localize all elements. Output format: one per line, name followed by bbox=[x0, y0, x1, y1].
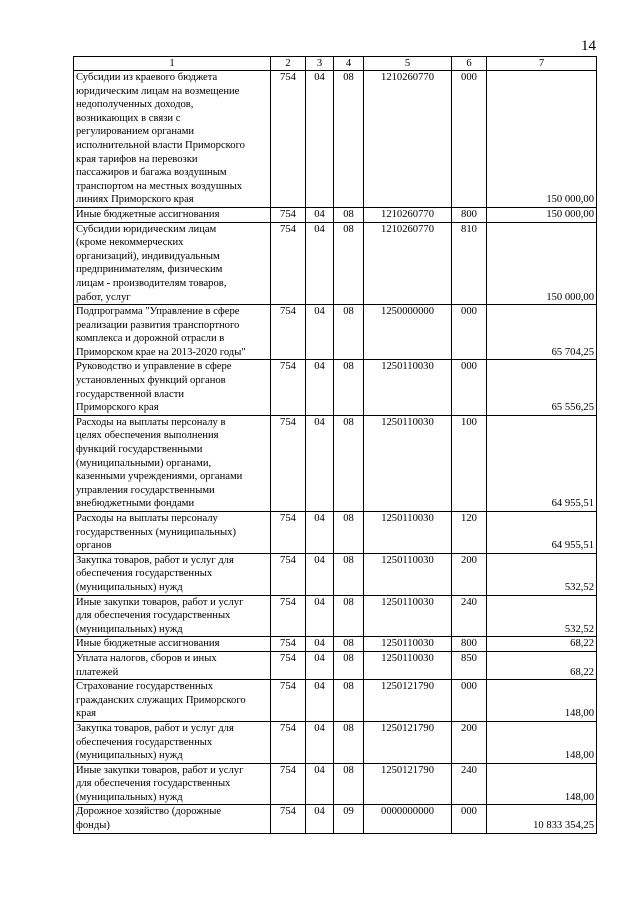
code-target-cell: 1250110030 bbox=[364, 595, 452, 637]
code-target-cell: 1250121790 bbox=[364, 680, 452, 722]
row-name-text: Субсидии из краевого бюджета юридическим лицам на возмещение недополученных доходов, возникающих в связи с регулированием органами исполнительной власти Приморского края тарифов на перевозки пассажиров и багажа воздушным транспортом на местных воздушных линиях Приморского края bbox=[76, 72, 245, 206]
row-name-cell bbox=[74, 305, 271, 360]
code-section-cell: 04 bbox=[306, 805, 334, 833]
code-target-cell: 1250121790 bbox=[364, 721, 452, 763]
code-ministry-cell: 754 bbox=[271, 71, 306, 208]
amount-cell: 64 955,51 bbox=[487, 512, 597, 554]
code-subsection-cell: 08 bbox=[334, 651, 364, 679]
table-row bbox=[74, 222, 597, 305]
row-name-cell bbox=[74, 207, 271, 222]
code-target-cell: 1250110030 bbox=[364, 553, 452, 595]
code-ministry-cell: 754 bbox=[271, 222, 306, 305]
header-cell: 7 bbox=[487, 57, 597, 71]
code-section-cell: 04 bbox=[306, 651, 334, 679]
code-expense-type-cell: 120 bbox=[452, 512, 487, 554]
header-cell: 2 bbox=[271, 57, 306, 71]
code-target-cell: 1210260770 bbox=[364, 222, 452, 305]
header-cell: 6 bbox=[452, 57, 487, 71]
amount-cell: 64 955,51 bbox=[487, 415, 597, 511]
row-name-text: Закупка товаров, работ и услуг для обеспечения государственных (муниципальных) нужд bbox=[76, 554, 234, 593]
code-subsection-cell: 09 bbox=[334, 805, 364, 833]
amount-cell: 148,00 bbox=[487, 680, 597, 722]
code-expense-type-cell: 000 bbox=[452, 680, 487, 722]
code-section-cell: 04 bbox=[306, 305, 334, 360]
table-row bbox=[74, 360, 597, 415]
code-expense-type-cell: 200 bbox=[452, 553, 487, 595]
code-subsection-cell: 08 bbox=[334, 595, 364, 637]
amount-cell: 68,22 bbox=[487, 637, 597, 652]
code-subsection-cell: 08 bbox=[334, 222, 364, 305]
table-row bbox=[74, 305, 597, 360]
code-target-cell: 1210260770 bbox=[364, 207, 452, 222]
code-target-cell: 1250000000 bbox=[364, 305, 452, 360]
page-number: 14 bbox=[581, 38, 596, 54]
code-ministry-cell: 754 bbox=[271, 207, 306, 222]
code-subsection-cell: 08 bbox=[334, 71, 364, 208]
code-section-cell: 04 bbox=[306, 71, 334, 208]
code-ministry-cell: 754 bbox=[271, 512, 306, 554]
row-name-cell bbox=[74, 637, 271, 652]
code-subsection-cell: 08 bbox=[334, 207, 364, 222]
row-name-text: Закупка товаров, работ и услуг для обеспечения государственных (муниципальных) нужд bbox=[76, 722, 234, 762]
row-name-cell bbox=[74, 763, 271, 805]
code-ministry-cell: 754 bbox=[271, 651, 306, 679]
code-target-cell: 1250110030 bbox=[364, 415, 452, 511]
code-ministry-cell: 754 bbox=[271, 680, 306, 722]
amount-cell: 148,00 bbox=[487, 763, 597, 805]
amount-cell: 150 000,00 bbox=[487, 207, 597, 222]
code-subsection-cell: 08 bbox=[334, 680, 364, 722]
code-expense-type-cell: 240 bbox=[452, 763, 487, 805]
code-expense-type-cell: 200 bbox=[452, 721, 487, 763]
amount-cell: 532,52 bbox=[487, 595, 597, 637]
code-section-cell: 04 bbox=[306, 512, 334, 554]
code-section-cell: 04 bbox=[306, 207, 334, 222]
code-ministry-cell: 754 bbox=[271, 360, 306, 415]
code-section-cell: 04 bbox=[306, 222, 334, 305]
code-expense-type-cell: 000 bbox=[452, 71, 487, 208]
header-cell: 1 bbox=[74, 57, 271, 71]
code-ministry-cell: 754 bbox=[271, 805, 306, 833]
code-target-cell: 1250110030 bbox=[364, 637, 452, 652]
code-subsection-cell: 08 bbox=[334, 512, 364, 554]
row-name-cell bbox=[74, 721, 271, 763]
code-section-cell: 04 bbox=[306, 637, 334, 652]
amount-cell: 148,00 bbox=[487, 721, 597, 763]
row-name-text: Страхование государственных гражданских служащих Приморского края bbox=[76, 681, 246, 720]
code-target-cell: 0000000000 bbox=[364, 805, 452, 833]
code-subsection-cell: 08 bbox=[334, 721, 364, 763]
table-row bbox=[74, 71, 597, 208]
code-subsection-cell: 08 bbox=[334, 415, 364, 511]
row-name-text: Субсидии юридическим лицам (кроме некоммерческих организаций), индивидуальным предпринимателям, физическим лицам - производителям товаров, работ, услуг bbox=[76, 223, 227, 303]
code-expense-type-cell: 810 bbox=[452, 222, 487, 305]
code-section-cell: 04 bbox=[306, 763, 334, 805]
table-row bbox=[74, 805, 597, 833]
code-subsection-cell: 08 bbox=[334, 763, 364, 805]
code-section-cell: 04 bbox=[306, 360, 334, 415]
table-row bbox=[74, 721, 597, 763]
amount-cell: 65 704,25 bbox=[487, 305, 597, 360]
table-row bbox=[74, 595, 597, 637]
code-expense-type-cell: 240 bbox=[452, 595, 487, 637]
row-name-text: Расходы на выплаты персоналу в целях обеспечения выполнения функций государственными (муниципальными) органами, казенными учреждениями, органами управления государственными внебюджетными фондами bbox=[76, 416, 243, 510]
row-name-cell bbox=[74, 71, 271, 208]
code-subsection-cell: 08 bbox=[334, 360, 364, 415]
code-expense-type-cell: 100 bbox=[452, 415, 487, 511]
code-expense-type-cell: 800 bbox=[452, 207, 487, 222]
amount-cell: 68,22 bbox=[487, 651, 597, 679]
code-target-cell: 1250110030 bbox=[364, 651, 452, 679]
code-expense-type-cell: 000 bbox=[452, 305, 487, 360]
code-target-cell: 1250110030 bbox=[364, 512, 452, 554]
code-ministry-cell: 754 bbox=[271, 305, 306, 360]
code-section-cell: 04 bbox=[306, 721, 334, 763]
row-name-cell bbox=[74, 360, 271, 415]
row-name-cell bbox=[74, 415, 271, 511]
code-expense-type-cell: 850 bbox=[452, 651, 487, 679]
code-expense-type-cell: 800 bbox=[452, 637, 487, 652]
code-ministry-cell: 754 bbox=[271, 553, 306, 595]
code-ministry-cell: 754 bbox=[271, 721, 306, 763]
row-name-cell bbox=[74, 553, 271, 595]
row-name-cell bbox=[74, 680, 271, 722]
row-name-text: Расходы на выплаты персоналу государственных (муниципальных) органов bbox=[76, 513, 236, 552]
table-row bbox=[74, 651, 597, 679]
table-row bbox=[74, 680, 597, 722]
row-name-cell bbox=[74, 222, 271, 305]
amount-cell: 532,52 bbox=[487, 553, 597, 595]
amount-cell: 150 000,00 bbox=[487, 222, 597, 305]
amount-cell: 65 556,25 bbox=[487, 360, 597, 415]
code-ministry-cell: 754 bbox=[271, 595, 306, 637]
row-name-cell bbox=[74, 595, 271, 637]
table-row bbox=[74, 415, 597, 511]
row-name-text: Иные бюджетные ассигнования bbox=[76, 208, 220, 220]
row-name-cell bbox=[74, 651, 271, 679]
code-subsection-cell: 08 bbox=[334, 553, 364, 595]
table-row bbox=[74, 512, 597, 554]
code-section-cell: 04 bbox=[306, 415, 334, 511]
table-row bbox=[74, 763, 597, 805]
row-name-text: Уплата налогов, сборов и иных платежей bbox=[76, 652, 217, 678]
code-expense-type-cell: 000 bbox=[452, 360, 487, 415]
row-name-text: Иные закупки товаров, работ и услуг для обеспечения государственных (муниципальных) нужд bbox=[76, 596, 244, 635]
code-subsection-cell: 08 bbox=[334, 637, 364, 652]
header-cell: 4 bbox=[334, 57, 364, 71]
row-name-cell bbox=[74, 805, 271, 833]
row-name-text: Иные бюджетные ассигнования bbox=[76, 638, 220, 650]
row-name-cell bbox=[74, 512, 271, 554]
code-expense-type-cell: 000 bbox=[452, 805, 487, 833]
table-row bbox=[74, 207, 597, 222]
table-row bbox=[74, 637, 597, 652]
code-ministry-cell: 754 bbox=[271, 763, 306, 805]
row-name-text: Дорожное хозяйство (дорожные фонды) bbox=[76, 806, 222, 832]
code-section-cell: 04 bbox=[306, 680, 334, 722]
code-subsection-cell: 08 bbox=[334, 305, 364, 360]
table-row bbox=[74, 553, 597, 595]
code-target-cell: 1210260770 bbox=[364, 71, 452, 208]
code-target-cell: 1250110030 bbox=[364, 360, 452, 415]
header-cell: 5 bbox=[364, 57, 452, 71]
code-target-cell: 1250121790 bbox=[364, 763, 452, 805]
code-section-cell: 04 bbox=[306, 595, 334, 637]
code-ministry-cell: 754 bbox=[271, 415, 306, 511]
row-name-text: Иные закупки товаров, работ и услуг для обеспечения государственных (муниципальных) нужд bbox=[76, 764, 244, 803]
amount-cell: 150 000,00 bbox=[487, 71, 597, 208]
amount-cell: 10 833 354,25 bbox=[487, 805, 597, 833]
header-row bbox=[74, 57, 597, 71]
header-cell: 3 bbox=[306, 57, 334, 71]
code-ministry-cell: 754 bbox=[271, 637, 306, 652]
row-name-text: Подпрограмма "Управление в сфере реализации развития транспортного комплекса и дорожной отрасли в Приморском крае на 2013-2020 годы" bbox=[76, 306, 246, 358]
budget-table bbox=[73, 56, 597, 834]
code-section-cell: 04 bbox=[306, 553, 334, 595]
row-name-text: Руководство и управление в сфере установленных функций органов государственной власти Приморского края bbox=[76, 361, 232, 414]
